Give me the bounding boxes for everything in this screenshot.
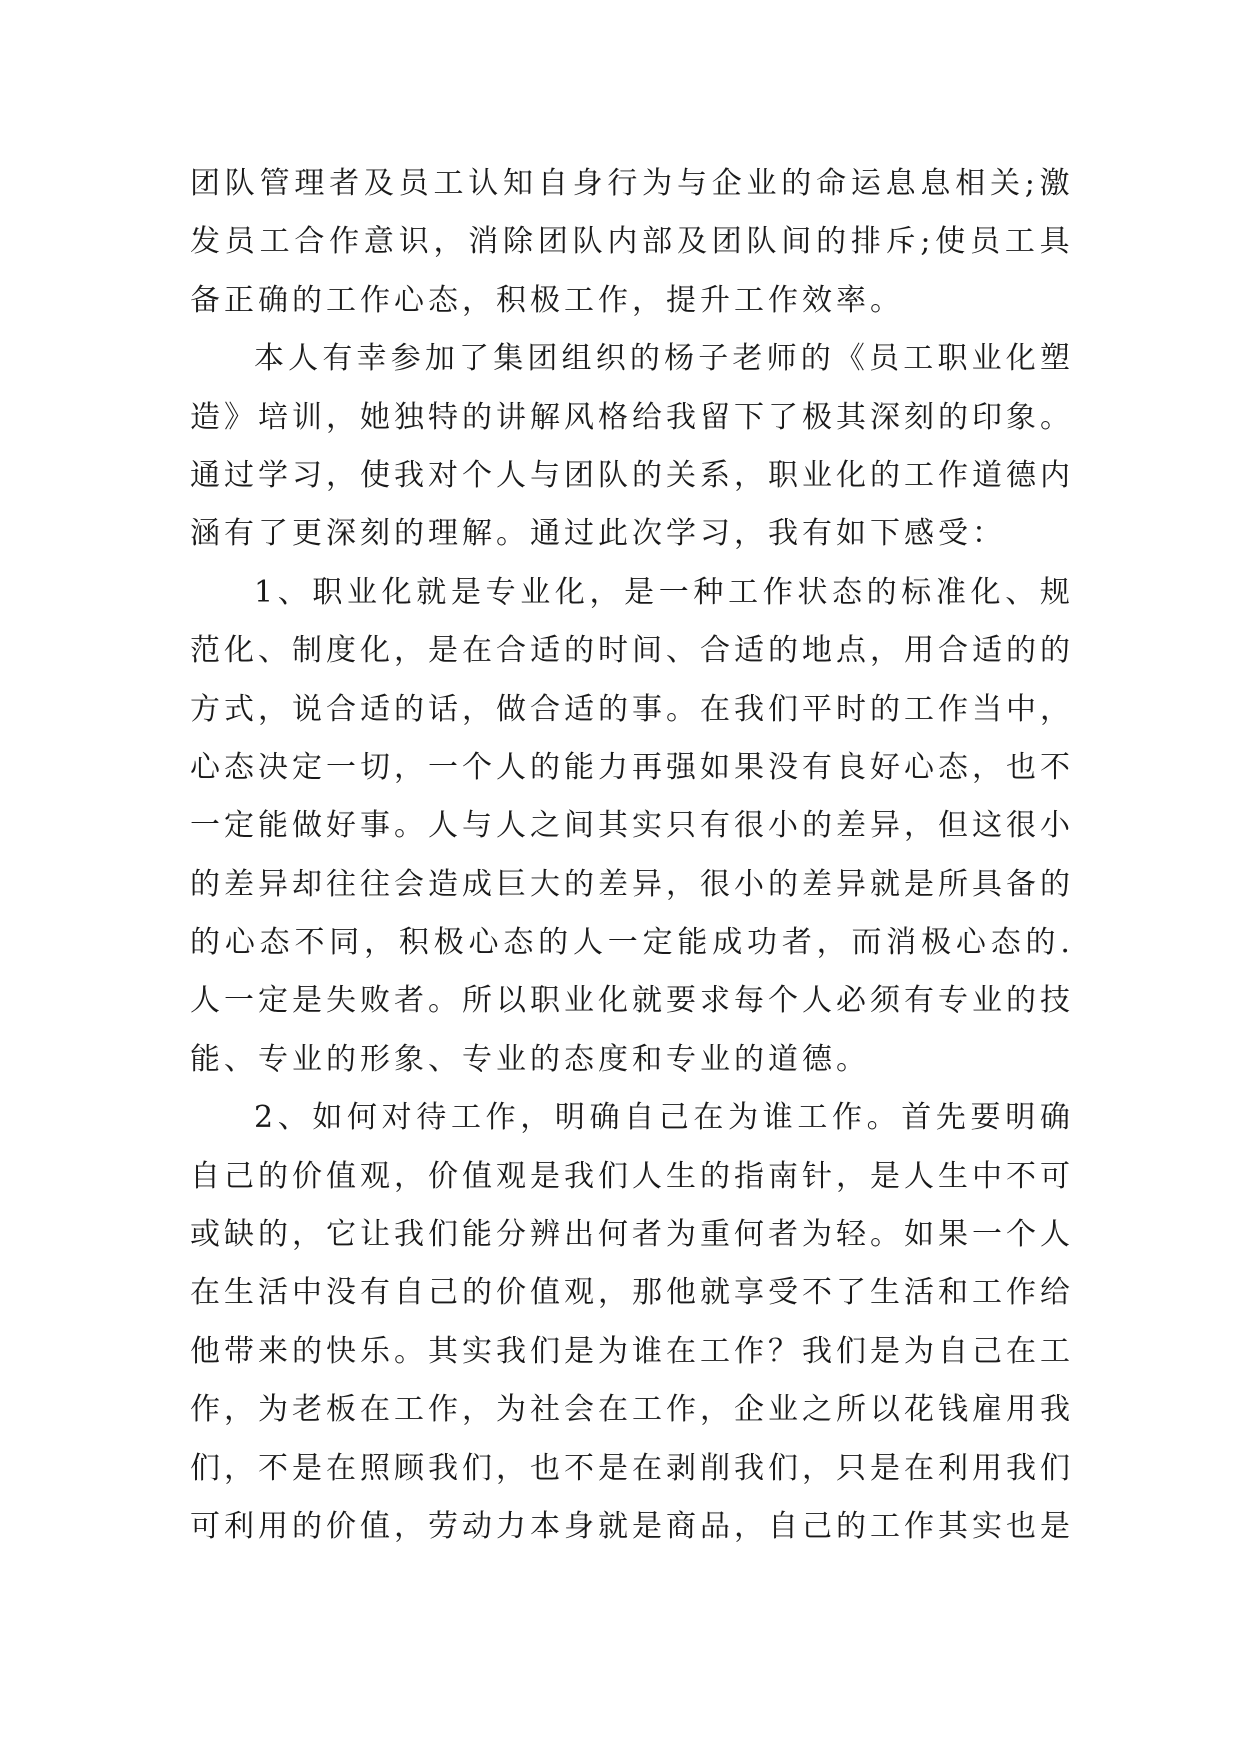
text-line: 方 式 ， 说 合 适 的 话 ， 做 合 适 的 事 。 在 我 们 平 时 的 工 作 当 中 ， [190,691,1070,727]
text-line: 他 带 来 的 快 乐 。 其 实 我 们 是 为 谁 在 工 作 ？ 我 们 是 为 自 己 在 工 [190,1333,1070,1369]
text-line: 本 人 有 幸 参 加 了 集 团 组 织 的 杨 子 老 师 的 《 员 工 职 业 化 塑 [254,341,1070,377]
text-line: 通 过 学 习 ， 使 我 对 个 人 与 团 队 的 关 系 ， 职 业 化 的 工 作 道 德 内 [190,457,1070,493]
text-line: 1 、 职 业 化 就 是 专 业 化 ， 是 一 种 工 作 状 态 的 标 准 化 、 规 [254,574,1070,610]
text-line: 的 差 异 却 往 往 会 造 成 巨 大 的 差 异 ， 很 小 的 差 异 就 是 所 具 备 的 [190,866,1070,902]
text-line: 发 员 工 合 作 意 识 ， 消 除 团 队 内 部 及 团 队 间 的 排 斥 ; 使 员 工 具 [190,224,1070,260]
text-line: 团 队 管 理 者 及 员 工 认 知 自 身 行 为 与 企 业 的 命 运 息 息 相 关 ; 激 [190,166,1070,201]
text-line: 人 一 定 是 失 败 者 。 所 以 职 业 化 就 要 求 每 个 人 必 须 有 专 业 的 技 [190,983,1070,1019]
text-line: 或 缺 的 ， 它 让 我 们 能 分 辨 出 何 者 为 重 何 者 为 轻 。 如 果 一 个 人 [190,1217,1070,1253]
text-line: 心 态 决 定 一 切 ， 一 个 人 的 能 力 再 强 如 果 没 有 良 好 心 态 ， 也 不 [190,749,1070,785]
text-line: 能、专业的形象、专业的态度和专业的道德。 [190,1041,870,1077]
text-line: 一 定 能 做 好 事 。 人 与 人 之 间 其 实 只 有 很 小 的 差 异 ， 但 这 很 小 [190,808,1070,844]
text-line: 2 、 如 何 对 待 工 作 ， 明 确 自 己 在 为 谁 工 作 。 首 先 要 明 确 [254,1100,1070,1136]
text-line: 们 ， 不 是 在 照 顾 我 们 ， 也 不 是 在 剥 削 我 们 ， 只 是 在 利 用 我 们 [190,1450,1070,1486]
text-line: 在 生 活 中 没 有 自 己 的 价 值 观 ， 那 他 就 享 受 不 了 生 活 和 工 作 给 [190,1275,1070,1311]
text-line: 造 》 培 训 ， 她 独 特 的 讲 解 风 格 给 我 留 下 了 极 其 深 刻 的 印 象 。 [190,399,1070,435]
text-line: 作 ， 为 老 板 在 工 作 ， 为 社 会 在 工 作 ， 企 业 之 所 以 花 钱 雇 用 我 [190,1392,1070,1428]
text-line: 的 心 态 不 同 ， 积 极 心 态 的 人 一 定 能 成 功 者 ， 而 消 极 心 态 的 . [190,925,1070,961]
text-line: 备正确的工作心态，积极工作，提升工作效率。 [190,282,904,318]
text-line: 自 己 的 价 值 观 ， 价 值 观 是 我 们 人 生 的 指 南 针 ， 是 人 生 中 不 可 [190,1158,1070,1194]
text-line: 范 化 、 制 度 化 ， 是 在 合 适 的 时 间 、 合 适 的 地 点 ， 用 合 适 的 的 [190,633,1070,669]
body-text [190,155,1070,1556]
text-line: 可 利 用 的 价 值 ， 劳 动 力 本 身 就 是 商 品 ， 自 己 的 工 作 其 实 也 是 [190,1508,1070,1544]
text-line: 涵有了更深刻的理解。通过此次学习，我有如下感受： [190,516,1006,552]
